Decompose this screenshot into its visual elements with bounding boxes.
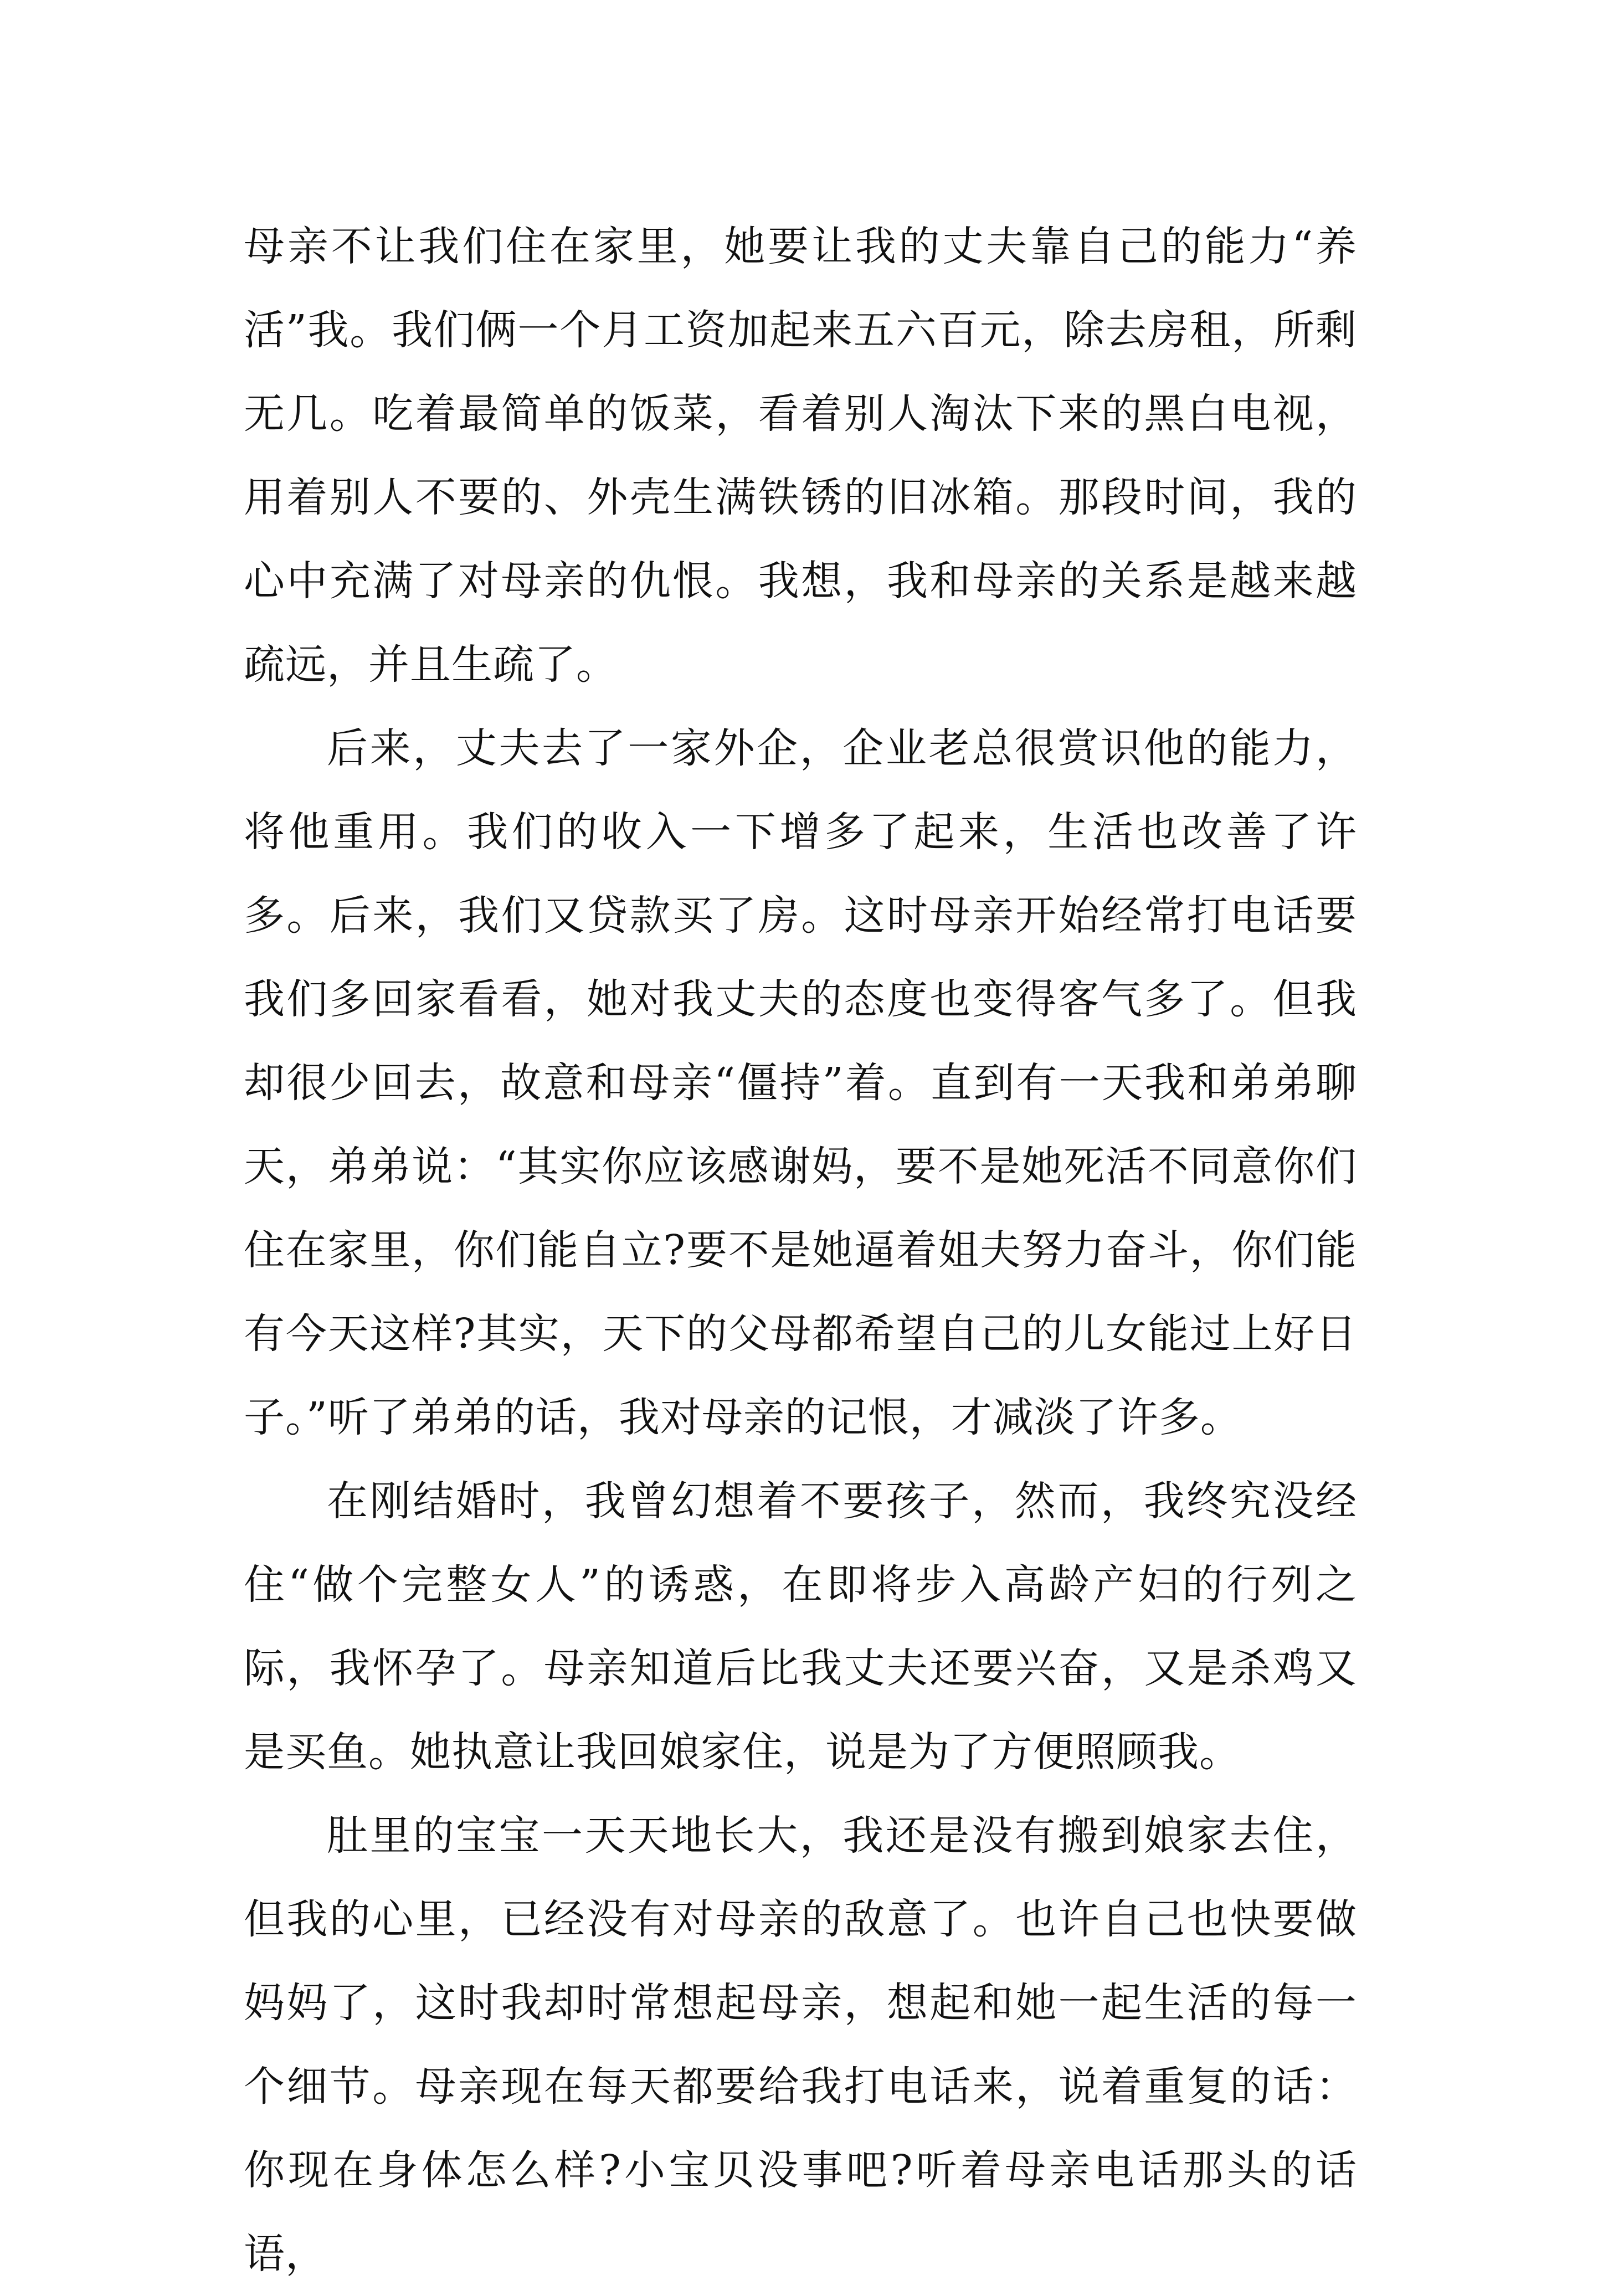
body-text (244, 205, 1357, 2296)
paragraph-2: 后来，丈夫去了一家外企，企业老总很赏识他的能力，将他重用。我们的收入一下增多了起来，生活也改善了许多。后来，我们又贷款买了房。这时母亲开始经常打电话要我们多回家看看，她对我丈夫的态度也变得客气多了。但我却很少回去，故意和母亲“僵持”着。直到有一天我和弟弟聊天，弟弟说：“其实你应该感谢妈，要不是她死活不同意你们住在家里，你们能自立?要不是她逼着姐夫努力奋斗，你们能有今天这样?其实，天下的父母都希望自己的儿女能过上好日子。”听了弟弟的话，我对母亲的记恨，才减淡了许多。 (244, 725, 1357, 1441)
paragraph-3: 在刚结婚时，我曾幻想着不要孩子，然而，我终究没经住“做个完整女人”的诱惑，在即将步入高龄产妇的行列之际，我怀孕了。母亲知道后比我丈夫还要兴奋，又是杀鸡又是买鱼。她执意让我回娘家住，说是为了方便照顾我。 (244, 1477, 1357, 1776)
paragraph-4: 肚里的宝宝一天天地长大，我还是没有搬到娘家去住，但我的心里，已经没有对母亲的敌意了。也许自己也快要做妈妈了，这时我却时常想起母亲，想起和她一起生活的每一个细节。母亲现在每天都要给我打电话来，说着重复的话：你现在身体怎么样?小宝贝没事吧?听着母亲电话那头的话语， (244, 1812, 1357, 2278)
paragraph-1: 母亲不让我们住在家里，她要让我的丈夫靠自己的能力“养活”我。我们俩一个月工资加起来五六百元，除去房租，所剩无几。吃着最简单的饭菜，看着别人淘汰下来的黑白电视，用着别人不要的、外壳生满铁锈的旧冰箱。那段时间，我的心中充满了对母亲的仇恨。我想，我和母亲的关系是越来越疏远，并且生疏了。 (244, 223, 1357, 689)
